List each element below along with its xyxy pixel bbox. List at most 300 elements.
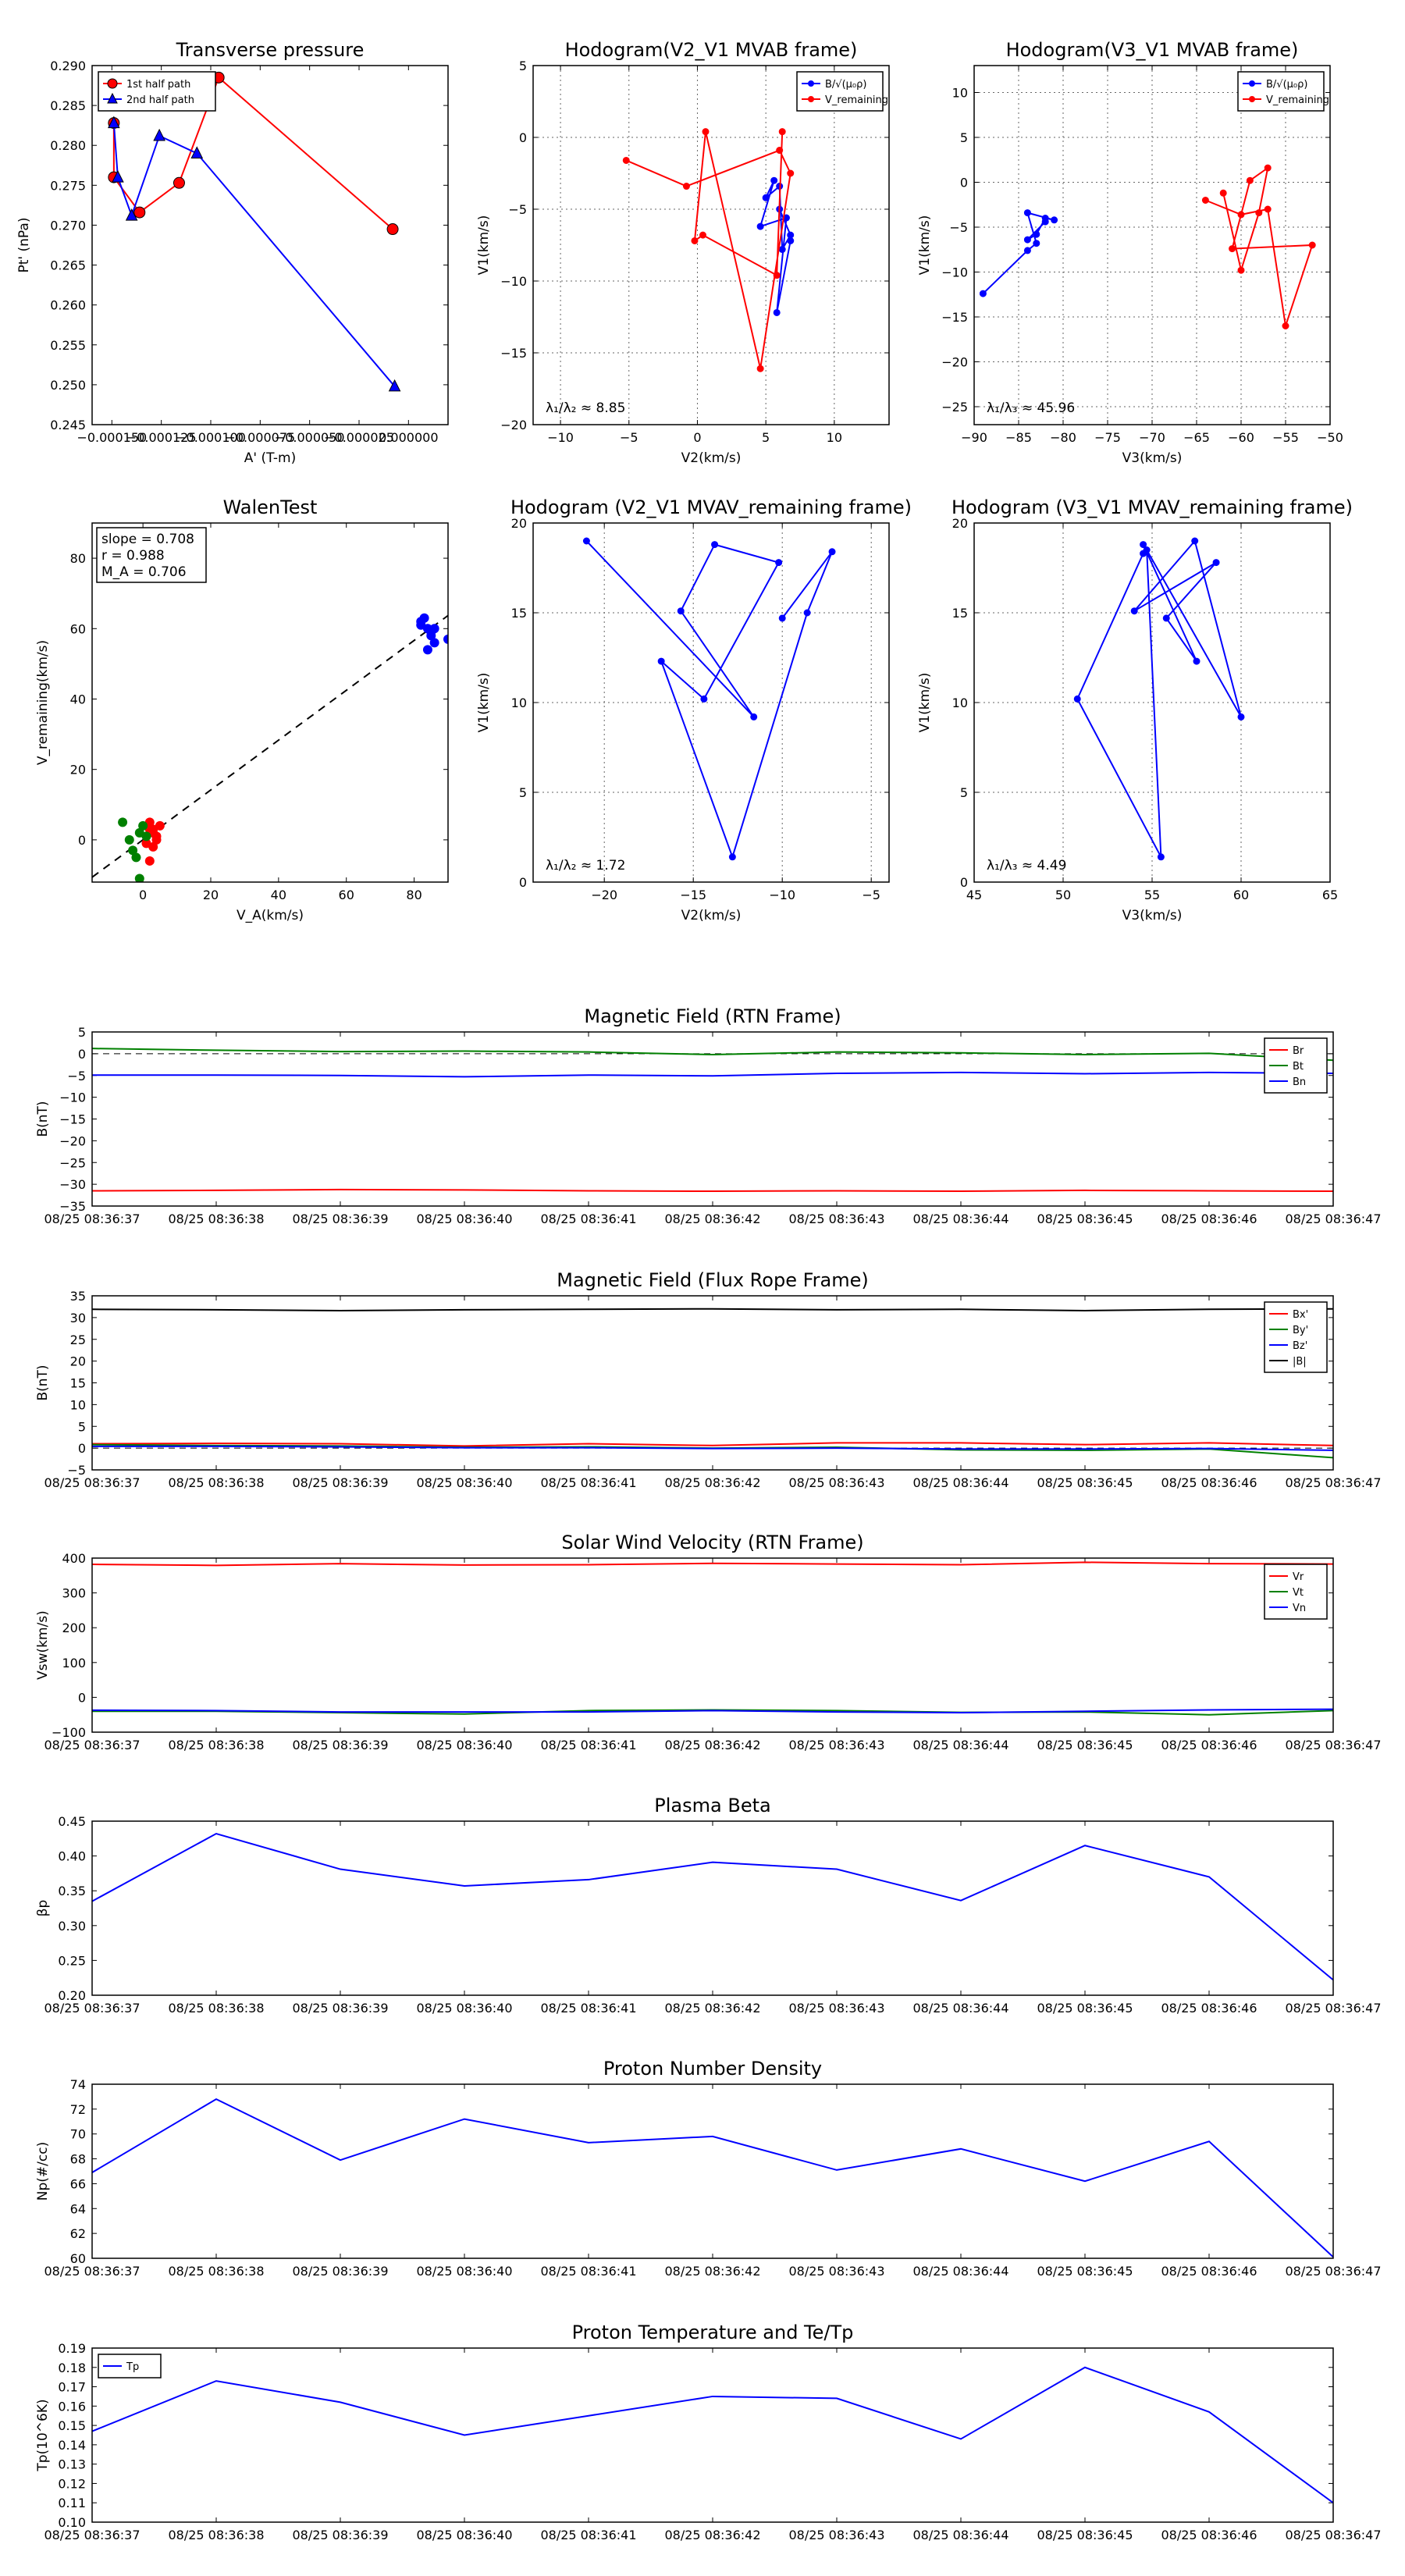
plot-area [92,2368,1333,2503]
data-point [1202,197,1208,204]
plot-area [980,165,1315,329]
legend-label: Bz' [1293,1340,1308,1352]
y-tick-label: 5 [959,785,968,800]
series-tp [92,2368,1333,2503]
data-point [699,232,706,238]
x-tick-label: 08/25 08:36:47 [1285,1738,1382,1752]
data-point [1192,538,1198,544]
plot-frame [92,66,448,425]
y-tick-label: −15 [941,310,968,325]
x-tick-label: 08/25 08:36:40 [416,1212,513,1226]
x-tick-label: 08/25 08:36:45 [1037,2528,1133,2542]
data-point [423,645,432,654]
plot-frame [533,66,889,425]
data-point [763,194,769,201]
x-tick-label: 08/25 08:36:46 [1161,1738,1257,1752]
grid-lines [974,523,1330,882]
x-tick-label: 08/25 08:36:47 [1285,1212,1382,1226]
x-tick-label: 08/25 08:36:41 [540,1475,637,1490]
x-tick-label: 08/25 08:36:42 [664,1738,761,1752]
chart-hodo4 [917,496,1353,923]
annotation: λ₁/λ₃ ≈ 4.49 [987,858,1067,873]
series-b [92,1309,1333,1311]
x-tick-label: 08/25 08:36:47 [1285,2528,1382,2542]
x-tick-label: 08/25 08:36:41 [540,2528,637,2542]
y-tick-label: 300 [62,1585,86,1601]
y-tick-label: 10 [951,85,968,101]
data-point [141,831,151,841]
plot-frame [92,1032,1333,1206]
chart-hodo2 [917,39,1343,466]
y-tick-label: 25 [69,1332,86,1347]
data-point [779,129,785,135]
y-axis-label: V1(km/s) [476,672,492,733]
data-point [757,223,763,229]
data-point [712,542,718,548]
data-point [779,247,785,253]
x-tick-label: 08/25 08:36:37 [44,1212,140,1226]
x-tick-label: 0 [139,888,148,902]
series-bn [92,1073,1333,1077]
series-legend [797,72,888,111]
legend-marker [809,97,814,102]
legend-label: 2nd half path [126,94,194,106]
x-tick-label: 08/25 08:36:45 [1037,2001,1133,2016]
y-axis-label: Tp(10^6K) [35,2399,51,2471]
y-tick-label: −100 [52,1725,86,1740]
x-tick-label: 08/25 08:36:43 [788,1738,885,1752]
x-tick-label: 08/25 08:36:37 [44,2001,140,2016]
x-tick-label: 10 [826,430,843,445]
data-point [702,129,709,135]
x-tick-label: −0.000050 [274,430,345,445]
y-tick-label: 5 [77,1025,86,1040]
series-line [92,2099,1333,2257]
chart-title: Hodogram(V3_V1 MVAB frame) [1005,39,1299,61]
y-tick-label: −5 [67,1463,86,1478]
x-tick-label: −75 [1094,430,1121,445]
y-tick-label: 0 [518,875,527,890]
y-tick-label: 0.260 [50,297,86,313]
x-tick-label: 08/25 08:36:42 [664,2264,761,2279]
legend-label: |B| [1293,1356,1307,1368]
legend-label: Bx' [1293,1309,1309,1321]
y-tick-label: 0 [518,130,527,145]
series-line [586,541,832,857]
x-tick-label: 0.000000 [379,430,439,445]
chart-title: Transverse pressure [176,39,365,61]
x-tick-label: 08/25 08:36:44 [912,2528,1009,2542]
x-tick-label: 55 [1144,888,1161,902]
data-point [1158,854,1164,860]
data-point [1238,267,1244,273]
x-tick-label: 08/25 08:36:38 [168,1212,265,1226]
annotation: λ₁/λ₂ ≈ 8.85 [546,400,626,416]
chart-tp_temp [35,2322,1382,2542]
legend-label: Vr [1293,1571,1304,1583]
series-legend [1264,1302,1327,1372]
y-tick-label: 0.265 [50,258,86,273]
y-tick-label: −30 [59,1177,86,1193]
data-point [1131,608,1137,614]
y-tick-label: 5 [518,785,527,800]
data-point [145,856,155,866]
y-tick-label: 20 [510,516,527,531]
data-point [1033,231,1040,237]
plot-frame [92,1558,1333,1732]
data-point [774,272,780,279]
x-tick-label: 08/25 08:36:41 [540,1212,637,1226]
x-tick-label: 08/25 08:36:40 [416,2264,513,2279]
x-tick-label: 08/25 08:36:42 [664,1475,761,1490]
data-point [430,638,439,647]
data-point [1033,240,1040,247]
series-vr [92,1562,1333,1565]
x-tick-label: 08/25 08:36:40 [416,1475,513,1490]
x-axis-label: V3(km/s) [1122,908,1183,923]
x-axis-label: V2(km/s) [681,450,742,466]
legend-label: Vn [1293,1603,1307,1614]
x-tick-label: −10 [769,888,796,902]
x-tick-label: 08/25 08:36:42 [664,1212,761,1226]
data-point [623,157,629,163]
y-tick-label: −10 [500,274,527,289]
x-tick-label: 08/25 08:36:39 [292,1475,389,1490]
y-tick-label: 64 [69,2201,86,2217]
y-tick-label: 20 [69,1354,86,1369]
x-tick-label: −65 [1183,430,1210,445]
y-tick-label: −15 [500,346,527,361]
data-point [125,835,134,845]
x-tick-label: 08/25 08:36:43 [788,2528,885,2542]
data-point [1024,210,1030,216]
legend-label: Br [1293,1045,1304,1057]
chart-tp [16,39,448,466]
chart-title: Hodogram (V3_V1 MVAV_remaining frame) [951,496,1353,518]
y-tick-label: 0.35 [58,1884,86,1899]
chart-title: Proton Number Density [603,2058,823,2080]
y-tick-label: 5 [959,130,968,145]
legend-label: 1st half path [126,79,191,91]
x-tick-label: −0.000025 [324,430,394,445]
y-tick-label: 5 [77,1419,86,1435]
series-0 [92,1834,1333,1980]
y-tick-label: −5 [67,1068,86,1083]
y-tick-label: 62 [69,2226,86,2242]
series-line [92,1048,1333,1060]
y-tick-label: 0.12 [58,2476,86,2492]
chart-hodo3 [476,496,912,923]
y-tick-label: 40 [69,692,86,707]
annotation: λ₁/λ₂ ≈ 1.72 [546,858,626,873]
y-tick-label: 0.45 [58,1814,86,1829]
y-tick-label: 0.285 [50,98,86,114]
x-tick-label: 45 [966,888,983,902]
y-tick-label: 72 [69,2101,86,2117]
x-tick-label: 08/25 08:36:37 [44,1475,140,1490]
y-tick-label: 0 [77,1690,86,1706]
data-point [118,817,127,827]
x-tick-label: −80 [1050,430,1076,445]
data-point [729,854,735,860]
x-tick-label: 08/25 08:36:39 [292,2528,389,2542]
x-tick-label: 50 [1055,888,1072,902]
y-axis-label: B(nT) [35,1101,51,1137]
chart-bfield_fr [35,1269,1382,1490]
y-tick-label: −5 [949,220,968,235]
series-bt [92,1048,1333,1060]
chart-np [35,2058,1382,2279]
series-vremaining [1202,165,1315,329]
chart-title: Proton Temperature and Te/Tp [571,2322,854,2343]
x-tick-label: 08/25 08:36:39 [292,1738,389,1752]
chart-beta [35,1795,1382,2016]
stats-legend-line: slope = 0.708 [101,532,194,547]
data-point [774,309,780,315]
x-tick-label: −55 [1272,430,1299,445]
legend-label: B/√(μ₀ρ) [825,79,867,91]
y-tick-label: −5 [508,202,527,217]
data-point [804,610,810,616]
y-tick-label: 0.14 [58,2437,86,2453]
y-axis-label: βp [35,1899,51,1917]
series-line [92,1073,1333,1077]
x-tick-label: 08/25 08:36:38 [168,1738,265,1752]
data-point [1163,615,1169,621]
y-tick-label: 60 [69,621,86,637]
chart-vsw [35,1532,1382,1752]
data-point-circle [387,224,398,235]
y-tick-label: 0 [959,175,968,190]
stats-legend-line: M_A = 0.706 [101,564,187,580]
x-tick-label: 08/25 08:36:46 [1161,1475,1257,1490]
y-tick-label: 400 [62,1551,86,1566]
series-legend [98,2354,161,2378]
y-tick-label: −20 [500,418,527,432]
x-tick-label: 08/25 08:36:43 [788,1475,885,1490]
x-tick-label: 08/25 08:36:46 [1161,2001,1257,2016]
plot-area [623,129,793,372]
data-point-circle [173,177,184,188]
grid-lines [533,66,889,425]
y-axis-label: Vsw(km/s) [35,1610,51,1680]
y-tick-label: 0.255 [50,337,86,353]
y-tick-label: 0.18 [58,2360,86,2375]
y-axis-label: V1(km/s) [917,672,933,733]
x-tick-label: 08/25 08:36:46 [1161,1212,1257,1226]
x-tick-label: 08/25 08:36:37 [44,1738,140,1752]
x-tick-label: 08/25 08:36:45 [1037,1212,1133,1226]
x-tick-label: 60 [1232,888,1250,902]
x-tick-label: −5 [619,430,638,445]
y-tick-label: 0 [77,1441,86,1457]
data-point [1220,190,1226,196]
legend-label: V_remaining [1266,94,1330,106]
x-tick-label: 08/25 08:36:41 [540,1738,637,1752]
y-axis-label: B(nT) [35,1364,51,1401]
y-tick-label: 60 [69,2251,86,2266]
plot-frame [92,2348,1333,2522]
x-tick-label: 08/25 08:36:42 [664,2001,761,2016]
series-b [757,177,794,315]
y-tick-label: 200 [62,1621,86,1636]
legend-marker [809,81,814,87]
x-axis-label: A' (T-m) [244,450,297,466]
y-tick-label: −10 [941,265,968,280]
y-tick-label: 0.275 [50,178,86,194]
y-tick-label: 15 [951,606,968,621]
data-point [776,560,782,566]
data-point [751,713,757,720]
stats-legend-line: r = 0.988 [101,548,165,564]
series-2 [118,817,151,883]
x-tick-label: 08/25 08:36:45 [1037,1475,1133,1490]
data-point [771,177,777,183]
data-point [1238,212,1244,218]
y-tick-label: 0.17 [58,2379,86,2395]
y-axis-label: Np(#/cc) [35,2141,51,2201]
x-tick-label: −0.000100 [176,430,246,445]
y-tick-label: 0 [77,1046,86,1062]
data-point [829,549,835,555]
y-tick-label: 0.30 [58,1918,86,1934]
x-tick-label: 65 [1321,888,1339,902]
data-point [1074,696,1080,702]
data-point [779,615,785,621]
legend-label: By' [1293,1325,1309,1336]
y-tick-label: −20 [59,1133,86,1149]
data-point [678,608,684,614]
series-line [92,1190,1333,1191]
x-axis-label: V2(km/s) [681,908,742,923]
x-tick-label: 08/25 08:36:41 [540,2264,637,2279]
y-tick-label: 0.11 [58,2496,86,2511]
data-point [583,538,589,544]
y-tick-label: 0.10 [58,2515,86,2530]
y-tick-label: 0.19 [58,2341,86,2356]
y-tick-label: −25 [59,1155,86,1171]
chart-hodo1 [476,39,889,466]
data-point [788,232,794,238]
y-tick-label: 100 [62,1655,86,1670]
data-point [1264,165,1271,171]
y-tick-label: 30 [69,1310,86,1325]
data-point [788,237,794,244]
series-line [114,123,395,386]
x-tick-label: 08/25 08:36:44 [912,1212,1009,1226]
chart-title: Solar Wind Velocity (RTN Frame) [561,1532,864,1553]
data-point [1309,242,1315,248]
data-point-triangle [191,147,202,158]
x-tick-label: 08/25 08:36:39 [292,2264,389,2279]
data-point-triangle [154,130,165,141]
x-tick-label: 08/25 08:36:46 [1161,2264,1257,2279]
plot-area [1074,538,1244,860]
x-tick-label: 08/25 08:36:44 [912,1475,1009,1490]
plot-area [92,1562,1333,1714]
x-tick-label: 08/25 08:36:47 [1285,2001,1382,2016]
x-tick-label: 08/25 08:36:37 [44,2528,140,2542]
y-axis-label: V1(km/s) [917,215,933,276]
x-tick-label: −10 [547,430,574,445]
series-legend [1264,1564,1327,1619]
x-tick-label: 08/25 08:36:42 [664,2528,761,2542]
series-line [1077,541,1241,857]
x-tick-label: 08/25 08:36:44 [912,2264,1009,2279]
x-tick-label: −0.000125 [126,430,197,445]
x-tick-label: −20 [591,888,618,902]
y-tick-label: 0 [959,875,968,890]
legend-label: B/√(μ₀ρ) [1266,79,1308,91]
x-tick-label: 08/25 08:36:43 [788,2001,885,2016]
series-line [92,1834,1333,1980]
plot-area [92,614,453,884]
x-tick-label: 60 [338,888,354,902]
plot-area [583,538,835,860]
x-tick-label: 08/25 08:36:38 [168,2001,265,2016]
y-tick-label: 10 [69,1397,86,1413]
chart-title: Magnetic Field (RTN Frame) [584,1005,841,1027]
x-tick-label: 20 [202,888,219,902]
data-point [155,821,165,831]
y-tick-label: 0.25 [58,1953,86,1969]
legend-label: Vt [1293,1587,1304,1599]
y-tick-label: −25 [941,400,968,415]
x-tick-label: 08/25 08:36:39 [292,2001,389,2016]
x-tick-label: 08/25 08:36:41 [540,2001,637,2016]
data-point [1213,560,1219,566]
chart-title: Hodogram(V2_V1 MVAB frame) [564,39,858,61]
stats-legend [97,528,206,582]
y-tick-label: 0.16 [58,2399,86,2414]
x-tick-label: 08/25 08:36:44 [912,1738,1009,1752]
chart-title: Hodogram (V2_V1 MVAV_remaining frame) [510,496,912,518]
data-point [1229,246,1236,252]
x-tick-label: 08/25 08:36:43 [788,1212,885,1226]
x-tick-label: −0.000150 [76,430,148,445]
legend-marker [108,79,117,88]
data-point [1247,177,1253,183]
plot-frame [92,2084,1333,2258]
x-tick-label: −90 [961,430,987,445]
y-tick-label: 10 [510,696,527,710]
data-point [1193,658,1200,664]
x-tick-label: −85 [1005,430,1032,445]
grid-lines [974,66,1330,425]
legend-label: V_remaining [825,94,889,106]
y-tick-label: 0.13 [58,2457,86,2472]
x-tick-label: 08/25 08:36:43 [788,2264,885,2279]
series-line [92,1562,1333,1565]
x-axis-label: V3(km/s) [1122,450,1183,466]
x-tick-label: 08/25 08:36:38 [168,1475,265,1490]
data-point [658,658,664,664]
legend-label: Bt [1293,1061,1304,1073]
legend-label: Bn [1293,1076,1307,1088]
x-tick-label: 08/25 08:36:38 [168,2264,265,2279]
series-vremaining [623,129,793,372]
series-0 [583,538,835,860]
x-tick-label: 40 [270,888,287,902]
plot-area [92,2099,1333,2257]
series-0 [92,2099,1333,2257]
x-tick-label: 08/25 08:36:45 [1037,2264,1133,2279]
y-tick-label: 74 [69,2077,86,2092]
data-point [788,170,794,176]
data-point [757,365,763,372]
series-legend [1238,72,1329,111]
y-tick-label: −20 [941,354,968,370]
